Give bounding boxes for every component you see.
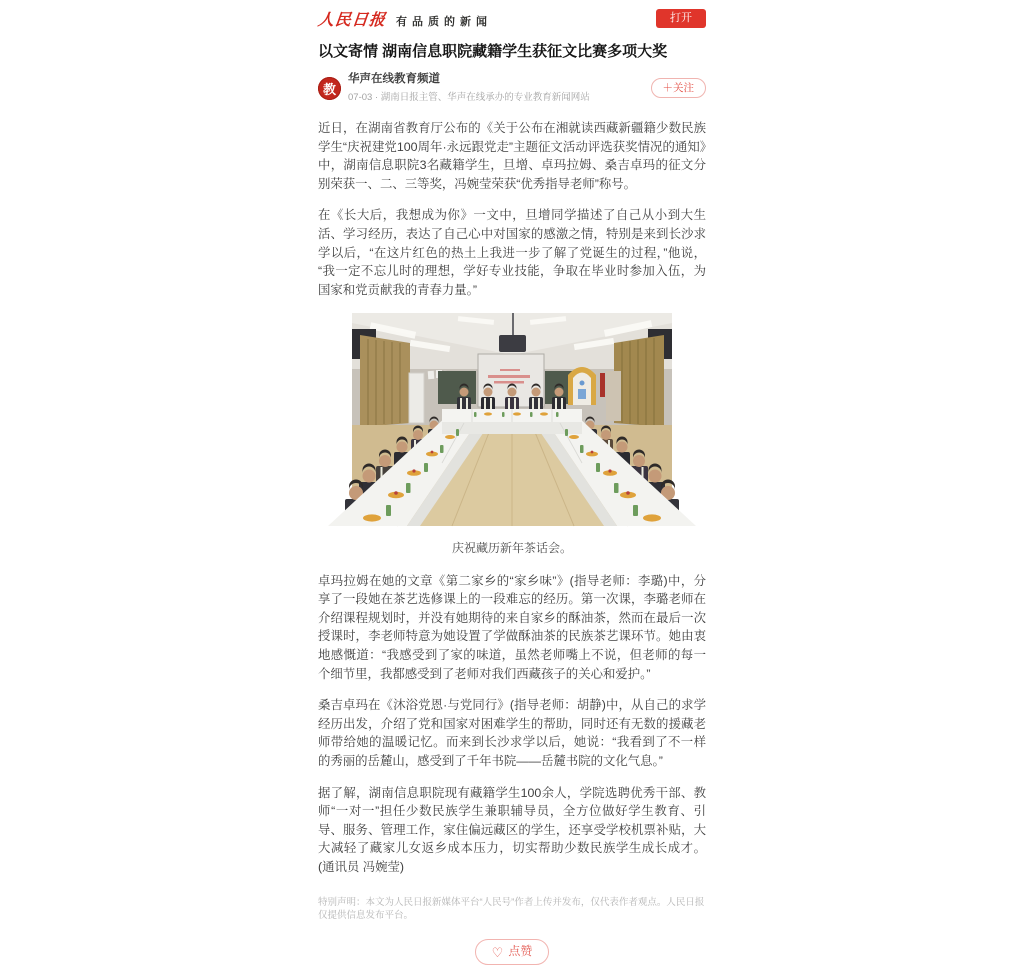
like-button[interactable] <box>475 939 550 965</box>
article-page <box>318 0 706 965</box>
author-meta: 07-03 · 湖南日报主管、华声在线承办的专业教育新闻网站 <box>348 92 590 104</box>
author-texts <box>348 73 651 103</box>
author-avatar[interactable]: 教 <box>318 77 341 100</box>
article-body <box>318 119 706 965</box>
follow-button[interactable]: ＋关注 <box>651 78 707 99</box>
disclaimer-text: 特别声明：本文为人民日报新媒体平台“人民号”作者上传并发布，仅代表作者观点。人民日报仅提供信息发布平台。 <box>318 896 705 921</box>
paragraph-5: 据了解，湖南信息职院现有藏籍学生100余人，学院选聘优秀干部、教师“一对一”担任少数民族学生兼职辅导员，全方位做好学生教育、引导、服务、管理工作，家住偏远藏区的学生，还享受学校机票补贴，大大减轻了藏家儿女返乡成本压力，切实帮助少数民族学生成长成才。(通讯员 冯婉莹) <box>318 785 706 875</box>
heart-icon: ♡ <box>491 944 504 960</box>
author-row <box>318 73 706 103</box>
header-bar <box>318 6 706 30</box>
author-name: 华声在线教育频道 <box>348 73 440 86</box>
article-figure <box>318 313 706 556</box>
article-photo <box>352 313 672 526</box>
paragraph-1: 近日，在湖南省教育厅公布的《关于公布在湘就读西藏新疆籍少数民族学生“庆祝建党100周年·永远跟党走”主题征文活动评选获奖情况的通知》中，湖南信息职院3名藏籍学生，旦增、卓玛拉姆、桑吉卓玛的征文分别荣获一、二、三等奖，冯婉莹荣获“优秀指导老师”称号。 <box>318 121 706 191</box>
peoples-daily-logo[interactable] <box>318 7 492 30</box>
like-button-container <box>318 939 706 965</box>
paragraph-4: 桑吉卓玛在《沐浴党恩·与党同行》(指导老师：胡静)中，从自己的求学经历出发，介绍了党和国家对困难学生的帮助，同时还有无数的援藏老师带给她的温暖记忆。而来到长沙求学以后，她说：“我看到了不一样的秀丽的岳麓山，感受到了千年书院——岳麓书院的文化气息。” <box>318 698 706 769</box>
like-button-label: 点赞 <box>508 944 533 959</box>
logo-script-text: 人民日报 <box>316 9 387 29</box>
logo-tagline: 有品质的新闻 <box>396 15 493 28</box>
photo-caption: 庆祝藏历新年茶话会。 <box>451 540 572 555</box>
open-app-button[interactable]: 打开 <box>656 9 706 28</box>
article-title: 以文寄情 湖南信息职院藏籍学生获征文比赛多项大奖 <box>318 43 668 60</box>
paragraph-3: 卓玛拉姆在她的文章《第二家乡的“家乡味”》(指导老师：李璐)中，分享了一段她在茶艺选修课上的一段难忘的经历。第一次课，李璐老师在介绍课程规划时，并没有她期待的来自家乡的酥油茶，然而在最后一次授课时，李老师特意为她设置了学做酥油茶的民族茶艺课环节。她由衷地感慨道：“我感受到了家的味道，虽然老师嘴上不说，但老师的每一个细节里，我都感受到了老师对我们西藏孩子的关心和爱护。” <box>318 573 706 681</box>
paragraph-2: 在《长大后，我想成为你》一文中，旦增同学描述了自己从小到大生活、学习经历，表达了自己心中对国家的感激之情，特别是来到长沙求学以后，“在这片红色的热土上我进一步了解了党诞生的过程，”他说，“我一定不忘儿时的理想，学好专业技能，争取在毕业时参加入伍，为国家和党贡献我的青春力量。” <box>318 208 706 297</box>
